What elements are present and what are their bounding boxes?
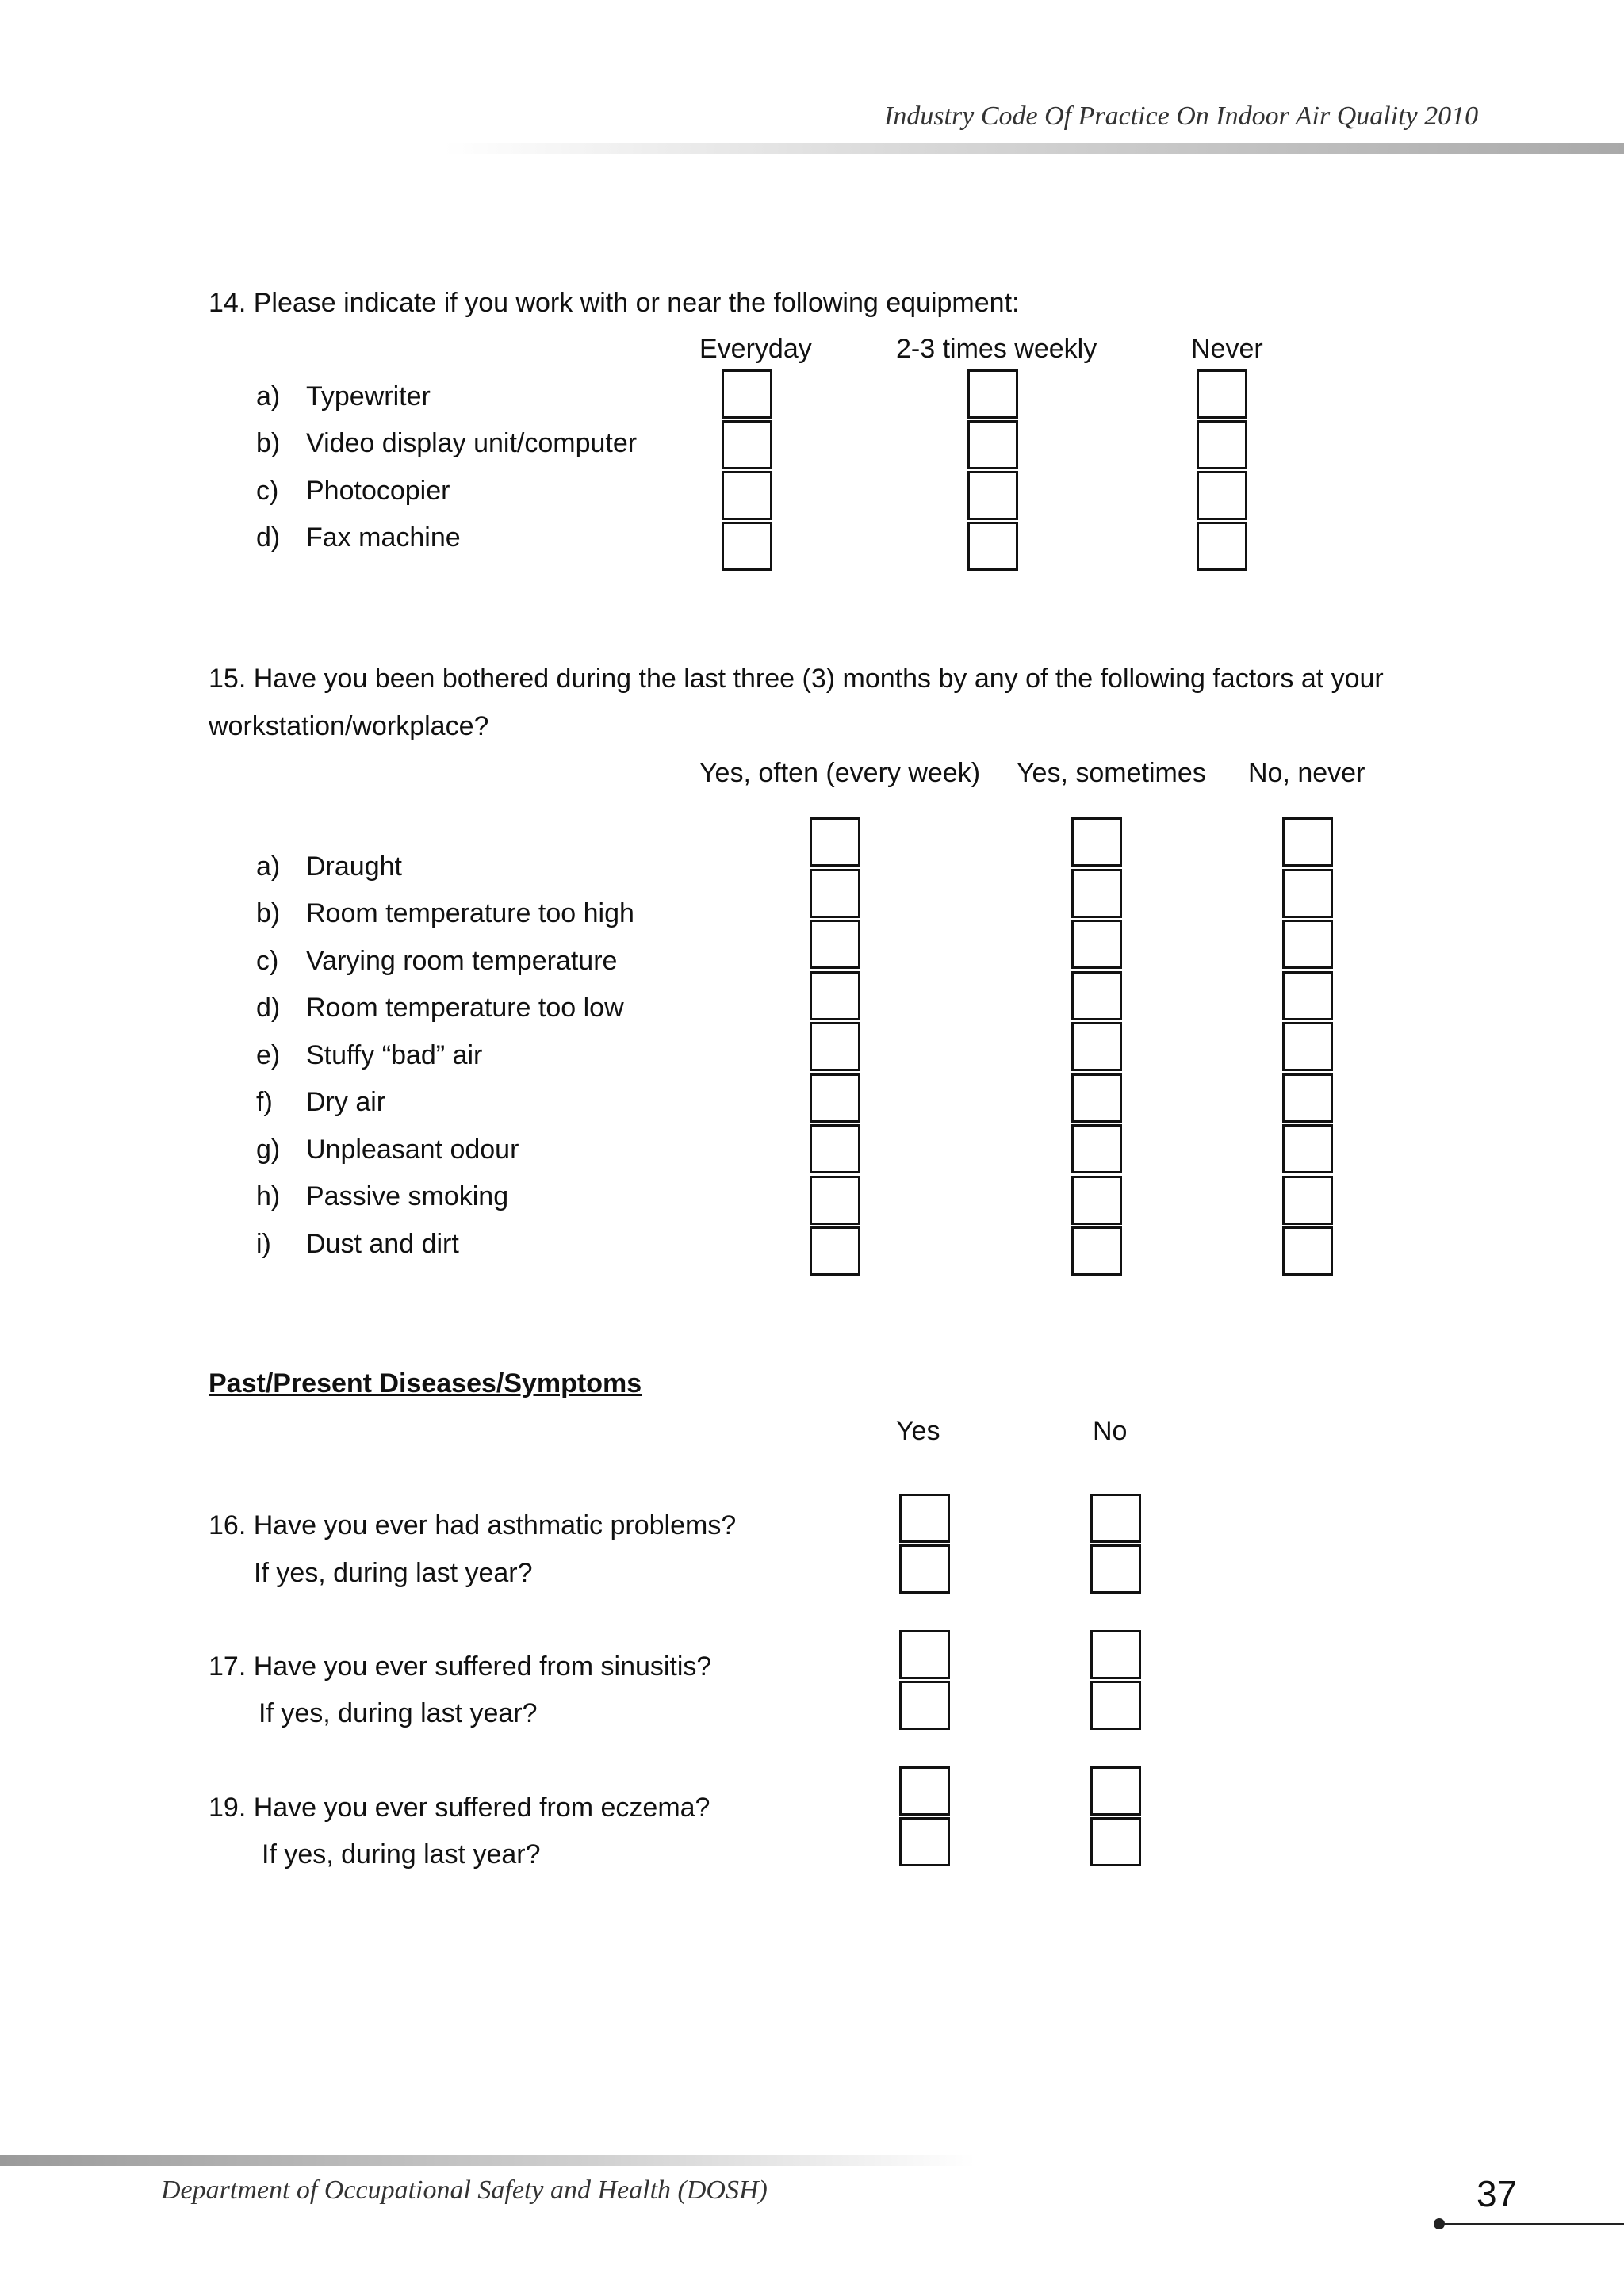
q17-question: 17. Have you ever suffered from sinusitis? [209, 1651, 712, 1682]
q15-a-often-checkbox[interactable] [810, 817, 860, 867]
q14-c-weekly-checkbox[interactable] [967, 471, 1018, 520]
diseases-heading: Past/Present Diseases/Symptoms [209, 1368, 642, 1399]
q14-b-everyday-checkbox[interactable] [722, 420, 772, 469]
q15-item-g-label: Unpleasant odour [306, 1135, 519, 1165]
q15-item-c-label: Varying room temperature [306, 946, 618, 976]
q15-c-often-checkbox[interactable] [810, 920, 860, 969]
q15-item-h-label: Passive smoking [306, 1181, 509, 1211]
q15-col-never: No, never [1248, 758, 1365, 788]
q14-d-everyday-checkbox[interactable] [722, 522, 772, 571]
q15-col-sometimes: Yes, sometimes [1017, 758, 1206, 788]
header-divider [444, 143, 1624, 154]
q15-item-f-letter: f) [256, 1087, 273, 1117]
q15-item-a-label: Draught [306, 851, 402, 882]
q15-h-never-checkbox[interactable] [1282, 1176, 1333, 1225]
q15-e-sometimes-checkbox[interactable] [1071, 1022, 1122, 1071]
q15-item-b-letter: b) [256, 898, 281, 928]
q15-c-sometimes-checkbox[interactable] [1071, 920, 1122, 969]
q15-b-sometimes-checkbox[interactable] [1071, 869, 1122, 918]
q15-question-line1: 15. Have you been bothered during the last three (3) months by any of the following factors at your [209, 664, 1384, 694]
q14-d-weekly-checkbox[interactable] [967, 522, 1018, 571]
q15-e-often-checkbox[interactable] [810, 1022, 860, 1071]
q15-item-d-label: Room temperature too low [306, 993, 624, 1023]
q15-item-i-letter: i) [256, 1229, 271, 1259]
q15-question-line2: workstation/workplace? [209, 711, 489, 741]
q14-a-weekly-checkbox[interactable] [967, 369, 1018, 419]
q15-item-a-letter: a) [256, 851, 281, 882]
diseases-col-yes: Yes [896, 1416, 940, 1446]
q15-e-never-checkbox[interactable] [1282, 1022, 1333, 1071]
q19-followup: If yes, during last year? [262, 1839, 541, 1869]
q15-g-sometimes-checkbox[interactable] [1071, 1124, 1122, 1173]
q15-item-b-label: Room temperature too high [306, 898, 634, 928]
q14-b-never-checkbox[interactable] [1197, 420, 1247, 469]
page-number: 37 [1477, 2173, 1518, 2214]
footer-department: Department of Occupational Safety and Health (DOSH) [161, 2175, 768, 2205]
q15-item-g-letter: g) [256, 1135, 281, 1165]
q14-b-weekly-checkbox[interactable] [967, 420, 1018, 469]
q19-last-year-no-checkbox[interactable] [1090, 1817, 1141, 1866]
q14-col-everyday: Everyday [699, 334, 812, 364]
q14-a-everyday-checkbox[interactable] [722, 369, 772, 419]
q16-ever-no-checkbox[interactable] [1090, 1494, 1141, 1543]
q15-i-never-checkbox[interactable] [1282, 1226, 1333, 1276]
q15-f-never-checkbox[interactable] [1282, 1073, 1333, 1123]
q15-b-often-checkbox[interactable] [810, 869, 860, 918]
q14-item-d-label: Fax machine [306, 522, 461, 553]
q15-item-f-label: Dry air [306, 1087, 386, 1117]
q15-item-c-letter: c) [256, 946, 279, 976]
q19-ever-no-checkbox[interactable] [1090, 1766, 1141, 1816]
q16-followup: If yes, during last year? [254, 1558, 533, 1588]
q17-ever-yes-checkbox[interactable] [899, 1630, 950, 1679]
q15-c-never-checkbox[interactable] [1282, 920, 1333, 969]
q15-g-often-checkbox[interactable] [810, 1124, 860, 1173]
q14-item-a-letter: a) [256, 381, 281, 411]
page-number-rule [1439, 2223, 1624, 2225]
q15-item-h-letter: h) [256, 1181, 281, 1211]
header-title: Industry Code Of Practice On Indoor Air Quality 2010 [884, 101, 1479, 131]
q14-item-b-letter: b) [256, 428, 281, 458]
q14-question: 14. Please indicate if you work with or near the following equipment: [209, 288, 1020, 318]
q17-last-year-yes-checkbox[interactable] [899, 1681, 950, 1730]
q14-a-never-checkbox[interactable] [1197, 369, 1247, 419]
q14-item-d-letter: d) [256, 522, 281, 553]
q17-last-year-no-checkbox[interactable] [1090, 1681, 1141, 1730]
q14-col-never: Never [1191, 334, 1263, 364]
q19-last-year-yes-checkbox[interactable] [899, 1817, 950, 1866]
q15-a-never-checkbox[interactable] [1282, 817, 1333, 867]
q16-last-year-yes-checkbox[interactable] [899, 1544, 950, 1594]
q16-last-year-no-checkbox[interactable] [1090, 1544, 1141, 1594]
q14-item-b-label: Video display unit/computer [306, 428, 638, 458]
q15-item-e-letter: e) [256, 1040, 281, 1070]
q15-a-sometimes-checkbox[interactable] [1071, 817, 1122, 867]
q17-ever-no-checkbox[interactable] [1090, 1630, 1141, 1679]
q14-item-c-label: Photocopier [306, 476, 450, 506]
q15-i-often-checkbox[interactable] [810, 1226, 860, 1276]
q15-f-sometimes-checkbox[interactable] [1071, 1073, 1122, 1123]
q15-g-never-checkbox[interactable] [1282, 1124, 1333, 1173]
q15-h-sometimes-checkbox[interactable] [1071, 1176, 1122, 1225]
q16-question: 16. Have you ever had asthmatic problems? [209, 1510, 737, 1540]
q16-ever-yes-checkbox[interactable] [899, 1494, 950, 1543]
q14-col-weekly: 2-3 times weekly [896, 334, 1097, 364]
q15-d-never-checkbox[interactable] [1282, 971, 1333, 1020]
q15-b-never-checkbox[interactable] [1282, 869, 1333, 918]
q14-item-c-letter: c) [256, 476, 279, 506]
footer-divider [0, 2155, 975, 2166]
q15-i-sometimes-checkbox[interactable] [1071, 1226, 1122, 1276]
q14-item-a-label: Typewriter [306, 381, 431, 411]
q15-h-often-checkbox[interactable] [810, 1176, 860, 1225]
q15-item-i-label: Dust and dirt [306, 1229, 459, 1259]
q15-d-often-checkbox[interactable] [810, 971, 860, 1020]
q14-d-never-checkbox[interactable] [1197, 522, 1247, 571]
q14-c-everyday-checkbox[interactable] [722, 471, 772, 520]
q17-followup: If yes, during last year? [259, 1698, 538, 1728]
q14-c-never-checkbox[interactable] [1197, 471, 1247, 520]
q15-d-sometimes-checkbox[interactable] [1071, 971, 1122, 1020]
q19-ever-yes-checkbox[interactable] [899, 1766, 950, 1816]
diseases-col-no: No [1093, 1416, 1128, 1446]
q15-col-often: Yes, often (every week) [699, 758, 981, 788]
q15-f-often-checkbox[interactable] [810, 1073, 860, 1123]
q15-item-d-letter: d) [256, 993, 281, 1023]
q19-question: 19. Have you ever suffered from eczema? [209, 1793, 710, 1823]
q15-item-e-label: Stuffy “bad” air [306, 1040, 483, 1070]
